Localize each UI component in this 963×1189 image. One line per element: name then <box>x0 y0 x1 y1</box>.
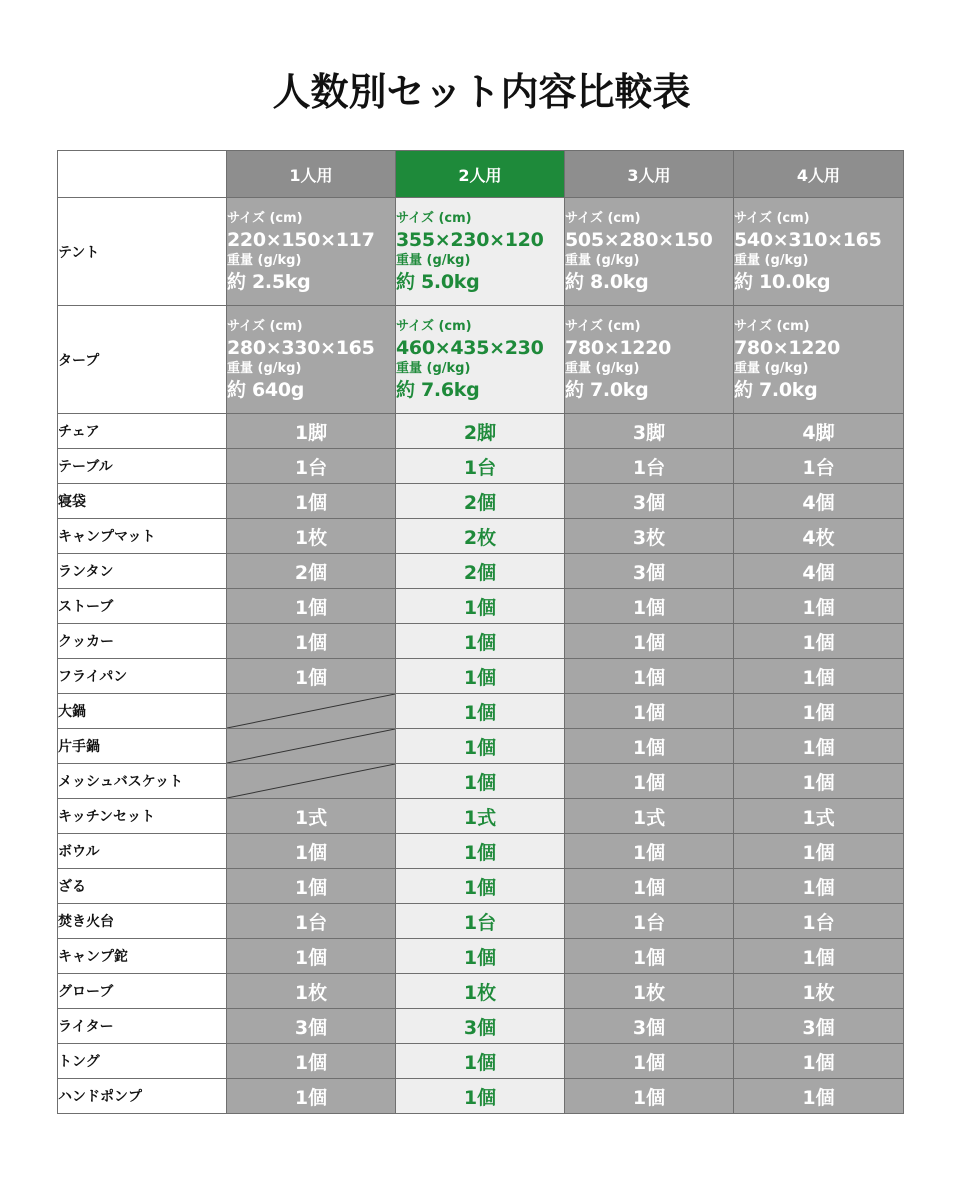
table-row <box>58 1079 904 1114</box>
value-cell: 3個 <box>396 1009 565 1044</box>
value-cell: 2個 <box>227 554 396 589</box>
value-cell: 1個 <box>734 694 904 729</box>
row-label: キャンプ鉈 <box>58 939 227 974</box>
table-row <box>58 904 904 939</box>
weight: 約 5.0kg <box>396 270 480 293</box>
size: 355×230×120 <box>396 228 544 251</box>
weight: 約 7.6kg <box>396 378 480 401</box>
size: 220×150×117 <box>227 228 375 251</box>
weight: 約 2.5kg <box>227 270 311 293</box>
weight-label: 重量 (g/kg) <box>734 252 809 268</box>
table-row <box>58 554 904 589</box>
value-cell: 1個 <box>565 764 734 799</box>
size: 540×310×165 <box>734 228 882 251</box>
value-cell: 1台 <box>565 904 734 939</box>
value-cell: 1個 <box>227 1044 396 1079</box>
table-row <box>58 519 904 554</box>
not-included-cell <box>227 729 396 764</box>
table-row <box>58 1044 904 1079</box>
weight-label: 重量 (g/kg) <box>396 360 471 376</box>
value-cell: 1台 <box>227 904 396 939</box>
page-title: 人数別セット内容比較表 <box>272 70 691 114</box>
row-label: テーブル <box>58 449 227 484</box>
diagonal-strike <box>227 729 395 763</box>
value-cell: 3個 <box>565 1009 734 1044</box>
weight-label: 重量 (g/kg) <box>227 360 302 376</box>
value-cell: 2脚 <box>396 414 565 449</box>
column-header-4: 4人用 <box>734 151 904 198</box>
table-row <box>58 974 904 1009</box>
value-cell: 1個 <box>396 939 565 974</box>
value-cell: 1個 <box>734 1044 904 1079</box>
value-cell: 3脚 <box>565 414 734 449</box>
value-cell: 1台 <box>734 904 904 939</box>
row-label: フライパン <box>58 659 227 694</box>
row-label: キッチンセット <box>58 799 227 834</box>
value-cell: 1個 <box>396 764 565 799</box>
value-cell: 1個 <box>565 1044 734 1079</box>
size: 780×1220 <box>734 336 841 359</box>
table-row <box>58 589 904 624</box>
column-header-2: 2人用 <box>396 151 565 198</box>
weight-label: 重量 (g/kg) <box>396 252 471 268</box>
value-cell: 1個 <box>734 589 904 624</box>
table-row <box>58 799 904 834</box>
header-row <box>58 151 904 198</box>
row-label: ランタン <box>58 554 227 589</box>
table-row <box>58 834 904 869</box>
size: 460×435×230 <box>396 336 544 359</box>
table-row <box>58 624 904 659</box>
table-row <box>58 449 904 484</box>
weight-label: 重量 (g/kg) <box>565 252 640 268</box>
value-cell: 1個 <box>565 869 734 904</box>
value-cell: 1台 <box>565 449 734 484</box>
value-cell: 1個 <box>396 1044 565 1079</box>
spec-cell <box>734 198 904 306</box>
value-cell: 1個 <box>227 589 396 624</box>
table-row <box>58 484 904 519</box>
diagonal-strike <box>227 694 395 728</box>
weight-label: 重量 (g/kg) <box>227 252 302 268</box>
value-cell: 1枚 <box>734 974 904 1009</box>
value-cell: 1個 <box>734 729 904 764</box>
value-cell: 1個 <box>396 729 565 764</box>
value-cell: 1枚 <box>396 974 565 1009</box>
value-cell: 3個 <box>734 1009 904 1044</box>
value-cell: 1個 <box>565 694 734 729</box>
row-label: テント <box>58 198 227 306</box>
comparison-table <box>57 150 903 1111</box>
row-label: トング <box>58 1044 227 1079</box>
row-label: グローブ <box>58 974 227 1009</box>
spec-cell <box>227 198 396 306</box>
row-label: ストーブ <box>58 589 227 624</box>
row-label: キャンプマット <box>58 519 227 554</box>
column-header-1: 1人用 <box>227 151 396 198</box>
value-cell: 4個 <box>734 554 904 589</box>
value-cell: 2枚 <box>396 519 565 554</box>
row-label: ハンドポンプ <box>58 1079 227 1114</box>
value-cell: 1個 <box>565 939 734 974</box>
spec-cell <box>396 198 565 306</box>
row-label: 焚き火台 <box>58 904 227 939</box>
row-label: ざる <box>58 869 227 904</box>
column-header-3: 3人用 <box>565 151 734 198</box>
size-label: サイズ (cm) <box>565 318 641 334</box>
value-cell: 1個 <box>396 1079 565 1114</box>
weight-label: 重量 (g/kg) <box>565 360 640 376</box>
value-cell: 1個 <box>396 869 565 904</box>
value-cell: 1個 <box>734 764 904 799</box>
table-row <box>58 659 904 694</box>
value-cell: 1個 <box>227 624 396 659</box>
table-row <box>58 729 904 764</box>
spec-cell <box>396 306 565 414</box>
value-cell: 1式 <box>734 799 904 834</box>
row-label: 片手鍋 <box>58 729 227 764</box>
table-row <box>58 414 904 449</box>
value-cell: 1枚 <box>227 519 396 554</box>
value-cell: 1個 <box>734 834 904 869</box>
value-cell: 3個 <box>565 484 734 519</box>
table-row <box>58 694 904 729</box>
value-cell: 1個 <box>396 624 565 659</box>
value-cell: 1個 <box>396 589 565 624</box>
value-cell: 1式 <box>565 799 734 834</box>
row-label: 寝袋 <box>58 484 227 519</box>
row-label: ライター <box>58 1009 227 1044</box>
row-label: チェア <box>58 414 227 449</box>
table-row <box>58 939 904 974</box>
value-cell: 1個 <box>227 1079 396 1114</box>
table-row <box>58 306 904 414</box>
value-cell: 1個 <box>565 624 734 659</box>
value-cell: 2個 <box>396 554 565 589</box>
weight: 約 10.0kg <box>734 270 831 293</box>
table-row <box>58 198 904 306</box>
spec-cell <box>565 198 734 306</box>
diagonal-strike <box>227 764 395 798</box>
value-cell: 1個 <box>565 729 734 764</box>
size-label: サイズ (cm) <box>396 210 472 226</box>
value-cell: 1個 <box>227 484 396 519</box>
row-label: タープ <box>58 306 227 414</box>
value-cell: 4脚 <box>734 414 904 449</box>
value-cell: 1個 <box>734 1079 904 1114</box>
value-cell: 1個 <box>396 834 565 869</box>
value-cell: 1個 <box>734 869 904 904</box>
value-cell: 1個 <box>565 834 734 869</box>
value-cell: 3枚 <box>565 519 734 554</box>
value-cell: 4枚 <box>734 519 904 554</box>
value-cell: 1枚 <box>227 974 396 1009</box>
weight: 約 7.0kg <box>565 378 649 401</box>
value-cell: 2個 <box>396 484 565 519</box>
size-label: サイズ (cm) <box>734 210 810 226</box>
value-cell: 1枚 <box>565 974 734 1009</box>
value-cell: 1個 <box>734 939 904 974</box>
table-row <box>58 764 904 799</box>
not-included-cell <box>227 764 396 799</box>
weight-label: 重量 (g/kg) <box>734 360 809 376</box>
value-cell: 1台 <box>734 449 904 484</box>
spec-cell <box>565 306 734 414</box>
value-cell: 1個 <box>227 939 396 974</box>
value-cell: 1台 <box>396 449 565 484</box>
not-included-cell <box>227 694 396 729</box>
value-cell: 3個 <box>565 554 734 589</box>
value-cell: 3個 <box>227 1009 396 1044</box>
value-cell: 1式 <box>227 799 396 834</box>
row-label: ボウル <box>58 834 227 869</box>
value-cell: 1個 <box>396 659 565 694</box>
size-label: サイズ (cm) <box>396 318 472 334</box>
value-cell: 1脚 <box>227 414 396 449</box>
size: 505×280×150 <box>565 228 713 251</box>
size-label: サイズ (cm) <box>227 318 303 334</box>
value-cell: 1個 <box>396 694 565 729</box>
value-cell: 1台 <box>396 904 565 939</box>
value-cell: 1個 <box>734 624 904 659</box>
size-label: サイズ (cm) <box>227 210 303 226</box>
row-label: メッシュバスケット <box>58 764 227 799</box>
row-label: クッカー <box>58 624 227 659</box>
value-cell: 1個 <box>565 659 734 694</box>
value-cell: 4個 <box>734 484 904 519</box>
value-cell: 1個 <box>734 659 904 694</box>
table-row <box>58 869 904 904</box>
value-cell: 1個 <box>227 834 396 869</box>
corner-cell <box>58 151 227 198</box>
value-cell: 1個 <box>227 869 396 904</box>
spec-cell <box>734 306 904 414</box>
value-cell: 1式 <box>396 799 565 834</box>
value-cell: 1個 <box>565 589 734 624</box>
weight: 約 640g <box>227 378 305 401</box>
value-cell: 1台 <box>227 449 396 484</box>
weight: 約 8.0kg <box>565 270 649 293</box>
value-cell: 1個 <box>565 1079 734 1114</box>
row-label: 大鍋 <box>58 694 227 729</box>
value-cell: 1個 <box>227 659 396 694</box>
weight: 約 7.0kg <box>734 378 818 401</box>
size: 280×330×165 <box>227 336 375 359</box>
size: 780×1220 <box>565 336 672 359</box>
spec-cell <box>227 306 396 414</box>
size-label: サイズ (cm) <box>734 318 810 334</box>
table-row <box>58 1009 904 1044</box>
size-label: サイズ (cm) <box>565 210 641 226</box>
